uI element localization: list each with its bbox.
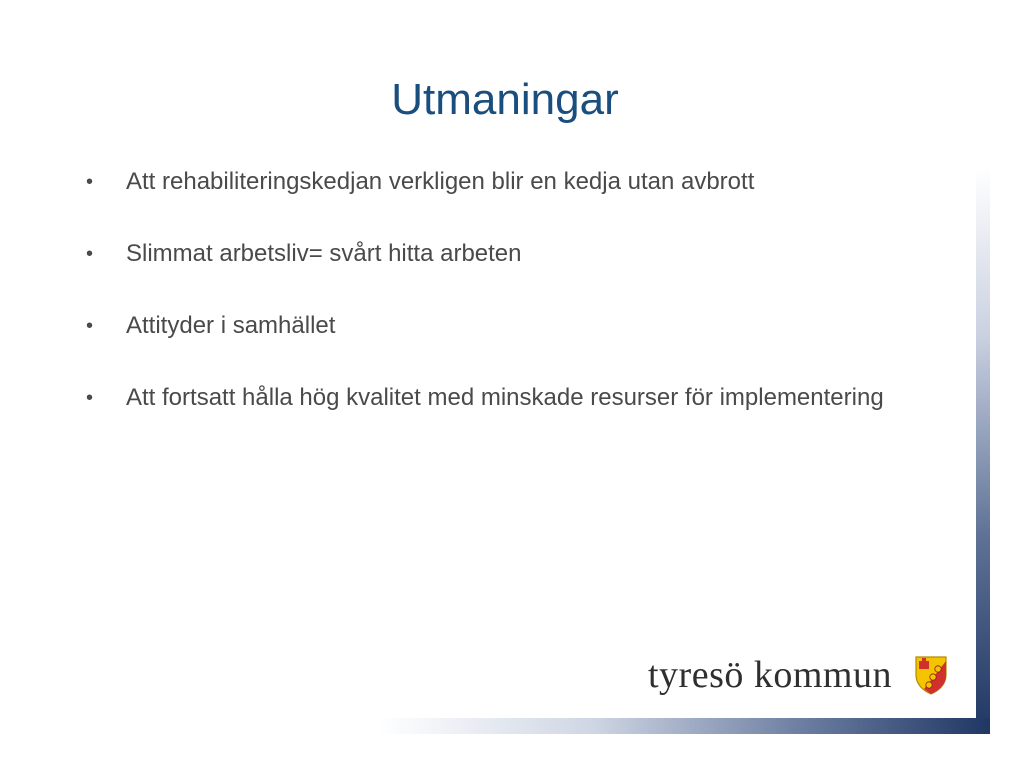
logo-wordmark: tyresö kommun (648, 654, 892, 696)
bullet-marker: • (86, 315, 94, 337)
tyreso-kommun-logo (648, 650, 948, 700)
bullet-item (84, 380, 884, 416)
bullet-text: Attityder i samhället (126, 312, 336, 339)
bullet-marker: • (86, 243, 94, 265)
bullet-text: Slimmat arbetsliv= svårt hitta arbeten (126, 240, 522, 267)
slide-border-bottom (378, 718, 990, 734)
bullet-marker: • (86, 171, 94, 193)
bullet-item (84, 308, 884, 344)
slide-border-right (976, 168, 990, 734)
slide-title: Utmaningar (391, 75, 619, 124)
bullet-item (84, 236, 884, 272)
bullet-text: Att rehabiliteringskedjan verkligen blir en kedja utan avbrott (126, 168, 755, 195)
bullet-item (84, 164, 884, 200)
coat-of-arms-icon (914, 655, 948, 695)
bullet-marker: • (86, 387, 94, 409)
bullet-list (84, 164, 884, 452)
bullet-text: Att fortsatt hålla hög kvalitet med minskade resurser för implementering (126, 384, 884, 411)
